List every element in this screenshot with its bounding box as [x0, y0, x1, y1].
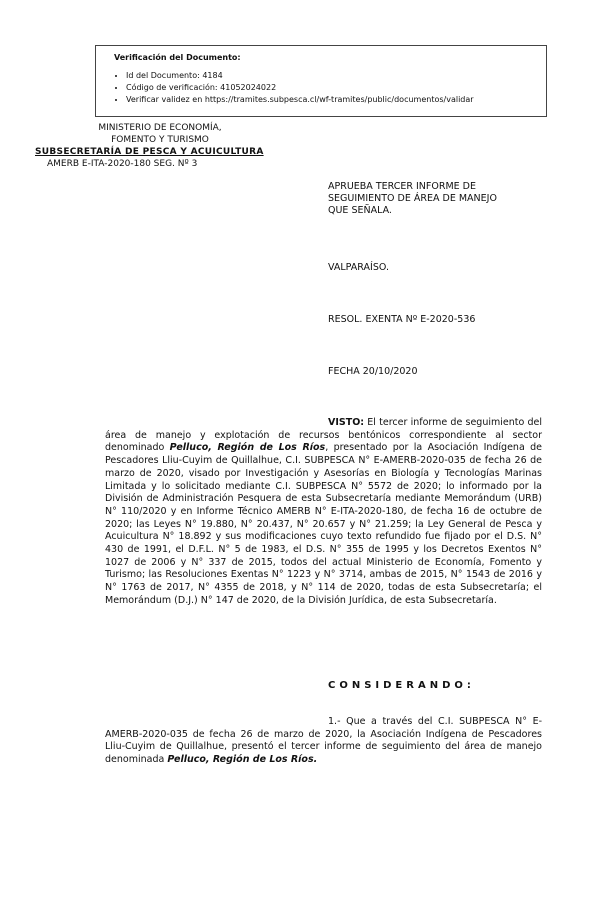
considerando-heading: CONSIDERANDO: [328, 680, 475, 691]
point1-area-name: Pelluco, Región de Los Ríos. [167, 754, 318, 766]
visto-label: VISTO: [328, 417, 365, 428]
heading-line-3: QUE SEÑALA. [328, 205, 392, 216]
point1-text: 1.- Que a través del C.I. SUBPESCA N° E-AMERB-2020-035 de fecha 26 de marzo de 2020, la Asociación Indígena de Pescadores Lliu-Cuyim de Quillalhue, presentó el tercer informe de seguimiento del área de manejo denominada [105, 716, 542, 766]
verification-code: • Código de verificación: 41052024022 [126, 82, 538, 94]
verification-title: Verificación del Documento: [114, 53, 241, 62]
visto-text-1: El tercer informe de seguimiento del área de manejo y explotación de recursos bentónicos correspondiente al sector denominado [105, 417, 542, 454]
verification-box [95, 45, 547, 117]
visto-area-name: Pelluco, Región de Los Ríos [169, 442, 326, 454]
considerando-point-1 [105, 716, 542, 767]
ministry-header [35, 122, 285, 170]
subsecretaria-title: SUBSECRETARÍA DE PESCA Y ACUICULTURA [35, 147, 264, 157]
ministry-line-1: MINISTERIO DE ECONOMÍA, [98, 123, 222, 133]
heading-line-1: APRUEBA TERCER INFORME DE [328, 181, 476, 192]
visto-paragraph [105, 417, 542, 608]
verification-link[interactable]: • Verificar validez en https://tramites.subpesca.cl/wf-tramites/public/documentos/validar [126, 94, 538, 106]
heading-line-2: SEGUIMIENTO DE ÁREA DE MANEJO [328, 193, 497, 204]
resolution-number: RESOL. EXENTA Nº E-2020-536 [328, 314, 476, 325]
resolution-heading [328, 181, 542, 217]
ministry-line-2: FOMENTO Y TURISMO [111, 135, 209, 145]
resolution-date: FECHA 20/10/2020 [328, 366, 418, 377]
verification-id: • Id del Documento: 4184 [126, 70, 538, 82]
city: VALPARAÍSO. [328, 262, 389, 273]
verification-list [104, 70, 538, 106]
visto-text-2: , presentado por la Asociación Indígena de Pescadores Lliu-Cuyim de Quillalhue, C.I. SUBPESCA N° E-AMERB-2020-035 de fecha 26 de marzo de 2020, visado por Investigación y Asesorías en Biología y Tecnologías Marinas Limitada y lo solicitado mediante C.I. SUBPESCA N° 5572 de 2020; lo informado por la División de Administración Pesquera de esta Subsecretaría mediante Memorándum (URB) N° 110/2020 y en Informe Técnico AMERB N° E-ITA-2020-180, de fecha 16 de octubre de 2020; las Leyes N° 19.880, N° 20.437, N° 20.657 y N° 21.259; la Ley General de Pesca y Acuicultura N° 18.892 y sus modificaciones cuyo texto refundido fue fijado por el D.S. N° 430 de 1991, el D.F.L. N° 5 de 1983, el D.S. N° 355 de 1995 y los Decretos Exentos N° 1027 de 2006 y N° 337 de 2015, todos del actual Ministerio de Economía, Fomento y Turismo; las Resoluciones Exentas N° 1223 y N° 3714, ambas de 2015, N° 1543 de 2016 y N° 1763 de 2017, N° 4355 de 2018, y N° 114 de 2020, todas de esta Subsecretaría; el Memorándum (D.J.) N° 147 de 2020, de la División Jurídica, de esta Subsecretaría. [105, 442, 542, 606]
document-reference: AMERB E-ITA-2020-180 SEG. Nº 3 [47, 159, 198, 169]
